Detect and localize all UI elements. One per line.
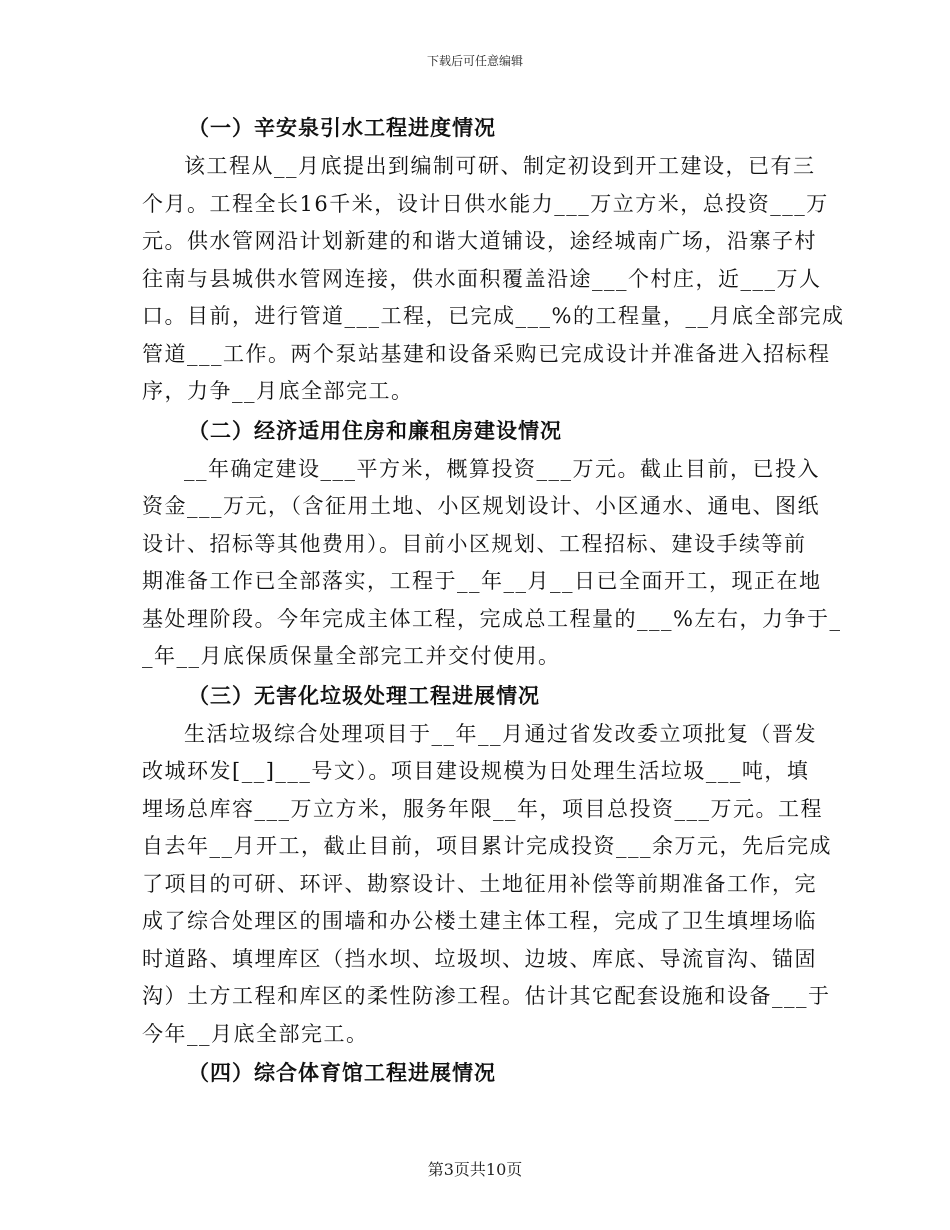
- paragraph-line: 期准备工作已全部落实，工程于__年__月__日已全面开工，现正在地: [142, 569, 822, 593]
- paragraph-line: 自去年__月开工，截止目前，项目累计完成投资___余万元，先后完成: [142, 834, 832, 858]
- paragraph-line: 元。供水管网沿计划新建的和谐大道铺设，途经城南广场，沿寨子村: [142, 229, 817, 253]
- paragraph-line: 改城环发[__]___号文）。项目建设规模为日处理生活垃圾___吨，填: [142, 759, 810, 783]
- paragraph-line: 个月。工程全长16千米，设计日供水能力___万立方米，总投资___万: [142, 191, 829, 216]
- section-paragraph: [142, 716, 832, 1054]
- section-heading: （三）无害化垃圾处理工程进展情况: [188, 683, 540, 708]
- paragraph-line: 该工程从__月底提出到编制可研、制定初设到开工建设，已有三: [184, 154, 816, 178]
- paragraph-line: 沟）土方工程和库区的柔性防渗工程。估计其它配套设施和设备___于: [142, 984, 831, 1008]
- paragraph-line: 今年__月底全部完工。: [142, 1021, 369, 1046]
- paragraph-line: __年确定建设___平方米，概算投资___万元。截止目前，已投入: [184, 456, 820, 481]
- page-footer: 第3页共10页: [427, 1160, 523, 1179]
- paragraph-line: 埋场总库容___万立方米，服务年限__年，项目总投资___万元。工程: [142, 796, 823, 821]
- page-header: 下载后可任意编辑: [426, 54, 523, 68]
- section-heading: （一）辛安泉引水工程进度情况: [188, 116, 496, 140]
- paragraph-line: 设计、招标等其他费用）。目前小区规划、工程招标、建设手续等前: [142, 531, 807, 556]
- section-paragraph: [142, 451, 842, 676]
- paragraph-line: 资金___万元，（含征用土地、小区规划设计、小区通水、通电、图纸: [142, 494, 820, 518]
- paragraph-line: 基处理阶段。今年完成主体工程，完成总工程量的___%左右，力争于_: [142, 606, 842, 631]
- paragraph-line: 时道路、填埋库区（挡水坝、垃圾坝、边坡、库底、导流盲沟、锚固: [142, 946, 817, 971]
- paragraph-line: 管道___工作。两个泵站基建和设备采购已完成设计并准备进入招标程: [142, 341, 831, 366]
- paragraph-line: 口。目前，进行管道___工程，已完成___%的工程量，__月底全部完成: [142, 304, 845, 328]
- paragraph-line: 生活垃圾综合处理项目于__年__月通过省发改委立项批复（晋发: [184, 721, 817, 746]
- section-heading: （二）经济适用住房和廉租房建设情况: [188, 418, 562, 443]
- paragraph-line: 往南与县城供水管网连接，供水面积覆盖沿途___个村庄，近___万人: [142, 266, 822, 291]
- paragraph-line: 序，力争__月底全部完工。: [142, 379, 414, 403]
- document-body: [142, 108, 845, 1093]
- paragraph-line: 了项目的可研、环评、勘察设计、土地征用补偿等前期准备工作，完: [142, 871, 817, 896]
- section-heading: （四）综合体育馆工程进展情况: [188, 1061, 496, 1085]
- section-paragraph: [142, 148, 845, 411]
- paragraph-line: 成了综合处理区的围墙和办公楼土建主体工程，完成了卫生填埋场临: [142, 909, 817, 933]
- paragraph-line: _年__月底保质保量全部完工并交付使用。: [142, 644, 561, 668]
